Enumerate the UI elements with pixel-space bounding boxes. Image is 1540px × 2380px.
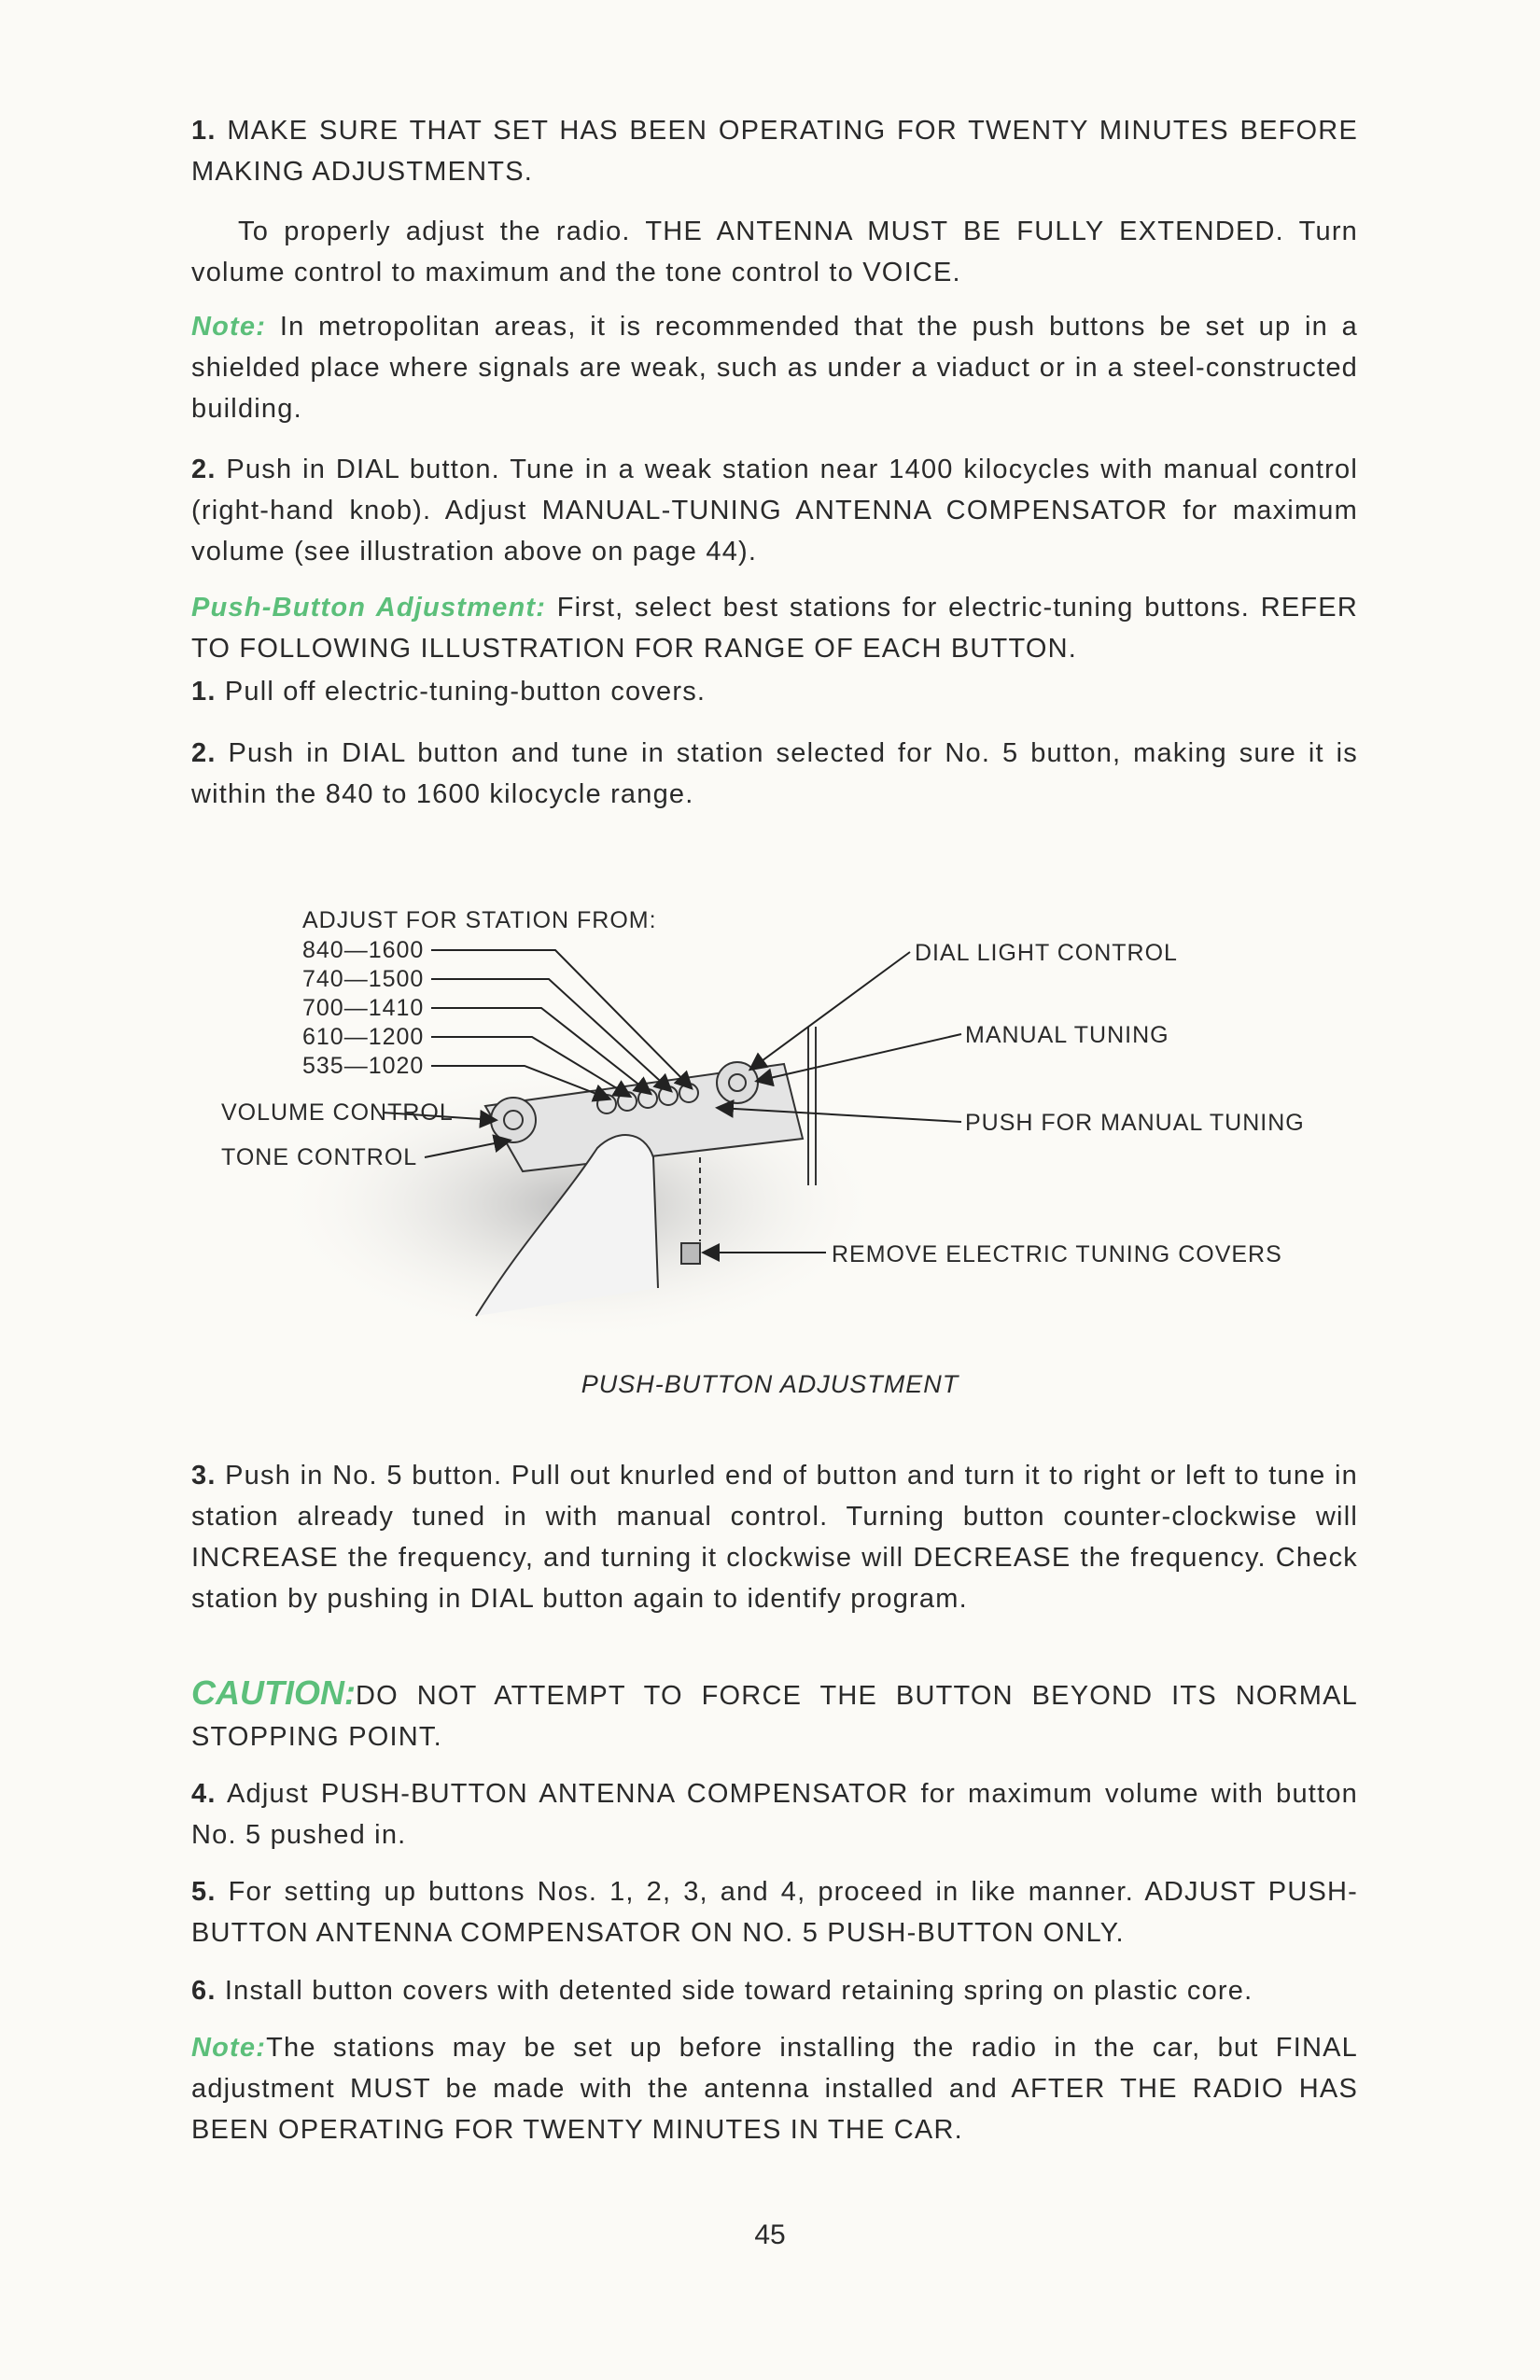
manual-tuning-label: MANUAL TUNING bbox=[965, 1022, 1169, 1048]
step-text: Push in DIAL button. Tune in a weak station near 1400 kilocycles with manual control (right-hand knob). Adjust MANUAL-TUNING ANTENNA COMPENSATOR for maximum volume (see illustration above on page 44). bbox=[191, 455, 1358, 567]
substep-4 bbox=[191, 1773, 1358, 1855]
step-text: For setting up buttons Nos. 1, 2, 3, and 4, proceed in like manner. ADJUST PUSH-BUTTON ANTENNA COMPENSATOR ON NO. 5 PUSH-BUTTON ONLY. bbox=[191, 1877, 1359, 1948]
step-number: 2. bbox=[191, 738, 217, 768]
note-text: In metropolitan areas, it is recommended that the push buttons be set up in a shielded place where signals are weak, such as under a viaduct or in a steel-constructed building. bbox=[191, 312, 1358, 424]
step-dial bbox=[191, 449, 1358, 572]
remove-covers-label: REMOVE ELECTRIC TUNING COVERS bbox=[832, 1241, 1282, 1267]
caution-label: CAUTION: bbox=[191, 1673, 356, 1712]
step-text: Push in No. 5 button. Pull out knurled end of button and turn it to right or left to tune in station already tuned in with manual control. Turning button counter-clockwise will INCREASE the frequency, and turning it clockwise will DECREASE the frequency. Check station by pushing in DIAL button again to identify program. bbox=[191, 1461, 1359, 1614]
tone-control-label: TONE CONTROL bbox=[221, 1144, 418, 1170]
substep-1 bbox=[191, 671, 1358, 712]
note-text: The stations may be set up before installing the radio in the car, but FINAL adjustment MUST be made with the antenna installed and AFTER THE RADIO HAS BEEN OPERATING FOR TWENTY MINUTES IN THE CAR. bbox=[191, 2033, 1358, 2145]
caution bbox=[191, 1673, 1358, 1757]
step-number: 3. bbox=[191, 1461, 217, 1491]
substep-3 bbox=[191, 1455, 1358, 1619]
substep-2 bbox=[191, 733, 1358, 815]
step-number: 4. bbox=[191, 1779, 217, 1809]
figure-heading: ADJUST FOR STATION FROM: bbox=[302, 907, 657, 933]
step-text: Push in DIAL button and tune in station selected for No. 5 button, making sure it is within the 840 to 1600 kilocycle range. bbox=[191, 738, 1358, 809]
step-number: 1. bbox=[191, 677, 217, 707]
note-final bbox=[191, 2027, 1358, 2150]
note-label: Note: bbox=[191, 312, 267, 342]
step-number: 5. bbox=[191, 1877, 217, 1907]
step-text: Pull off electric-tuning-button covers. bbox=[224, 677, 707, 707]
note-label: Note: bbox=[191, 2033, 267, 2063]
substep-5 bbox=[191, 1871, 1358, 1953]
step-number: 6. bbox=[191, 1976, 217, 2006]
antenna-instruction: To properly adjust the radio. THE ANTENNA MUST BE FULLY EXTENDED. Turn volume control to maximum and the tone control to VOICE. bbox=[191, 217, 1358, 287]
range-label: 700—1410 bbox=[302, 995, 425, 1021]
substep-6 bbox=[191, 1970, 1358, 2011]
push-button-adjustment bbox=[191, 587, 1358, 669]
push-manual-tuning-label: PUSH FOR MANUAL TUNING bbox=[965, 1110, 1305, 1136]
range-label: 535—1020 bbox=[302, 1053, 425, 1079]
range-label: 840—1600 bbox=[302, 937, 425, 963]
step-number: 1. bbox=[191, 116, 217, 146]
range-labels bbox=[302, 937, 424, 1079]
range-label: 610—1200 bbox=[302, 1024, 425, 1050]
step-text: Install button covers with detented side toward retaining spring on plastic core. bbox=[224, 1976, 1253, 2006]
push-button-illustration bbox=[0, 877, 1540, 1353]
step-text: MAKE SURE THAT SET HAS BEEN OPERATING FOR TWENTY MINUTES BEFORE MAKING ADJUSTMENTS. bbox=[191, 116, 1358, 187]
step-warmup bbox=[191, 110, 1358, 192]
step-number: 2. bbox=[191, 455, 217, 484]
note-metropolitan bbox=[191, 306, 1358, 429]
section-text: First, select best stations for electric-tuning buttons. REFER TO FOLLOWING ILLUSTRATION FOR RANGE OF EACH BUTTON. bbox=[191, 593, 1358, 664]
step-text: Adjust PUSH-BUTTON ANTENNA COMPENSATOR for maximum volume with button No. 5 pushed in. bbox=[191, 1779, 1358, 1850]
range-label: 740—1500 bbox=[302, 966, 425, 992]
dial-light-control-label: DIAL LIGHT CONTROL bbox=[915, 940, 1178, 966]
caution-text: DO NOT ATTEMPT TO FORCE THE BUTTON BEYOND ITS NORMAL STOPPING POINT. bbox=[191, 1681, 1358, 1752]
section-label: Push-Button Adjustment: bbox=[191, 593, 547, 623]
figure-caption: PUSH-BUTTON ADJUSTMENT bbox=[581, 1370, 959, 1398]
volume-control-label: VOLUME CONTROL bbox=[221, 1099, 454, 1126]
page-number: 45 bbox=[754, 2219, 786, 2250]
